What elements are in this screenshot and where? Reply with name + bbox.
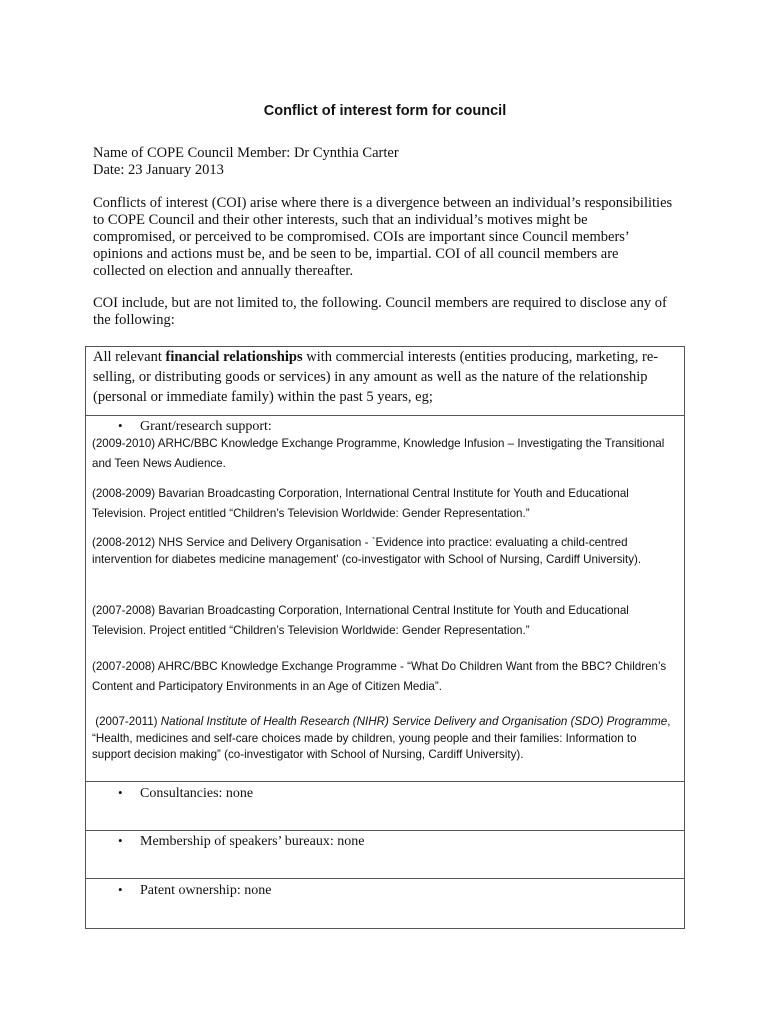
intro-suffix: with commercial interests (entities producing, marketing, re-selling, or distributing goods or services) in any amount as well as the nature of the relationship (personal or immediate family) within the past 5 years, eg; (93, 349, 659, 405)
coi-table (85, 346, 685, 929)
bullet-icon: • (118, 882, 123, 897)
grant-entry: (2009-2010) ARHC/BBC Knowledge Exchange Programme, Knowledge Infusion – Investigating the Transitional and Teen News Audience. (92, 437, 665, 470)
grants-heading: Grant/research support: (140, 419, 272, 434)
table-row-grants (86, 416, 684, 781)
grant-entry-italic: National Institute of Health Research (NIHR) Service Delivery and Organisation (SDO) Programme (160, 715, 668, 728)
coi-disclosure-paragraph: COI include, but are not limited to, the following. Council members are required to disclose any of the following: (93, 295, 667, 328)
coi-definition-paragraph: Conflicts of interest (COI) arise where there is a divergence between an individual’s responsibilities to COPE Council and their other interests, such that an individual’s motives might be compromised, or perceived to be compromised. COIs are important since Council members’ opinions and actions must be, and be seen to be, impartial. COI of all council members are collected on election and annually thereafter. (93, 195, 673, 279)
patent-ownership-text: Patent ownership: none (140, 883, 272, 898)
member-name-line: Name of COPE Council Member: Dr Cynthia Carter (93, 145, 399, 161)
date-line: Date: 23 January 2013 (93, 161, 224, 178)
page-title: Conflict of interest form for council (263, 103, 507, 119)
member-info (93, 145, 399, 178)
grant-entry (92, 714, 672, 764)
speakers-bureaux-text: Membership of speakers’ bureaux: none (140, 834, 365, 849)
grant-entry: (2008-2009) Bavarian Broadcasting Corporation, International Central Institute for Youth and Educational Television. Project entitled “Children’s Television Worldwide: Gender Representation.” (92, 487, 629, 520)
table-row-financial-relationships (86, 347, 684, 416)
grant-entry: (2007-2008) AHRC/BBC Knowledge Exchange Programme - “What Do Children Want from the BBC? Children’s Content and Participatory Environments in an Age of Citizen Media”. (92, 660, 667, 693)
table-row-speakers-bureaux (86, 830, 684, 879)
bullet-icon: • (118, 833, 123, 848)
bullet-icon: • (118, 785, 123, 800)
intro-prefix: All relevant (93, 349, 166, 365)
grant-entry-prefix: (2007-2011) (95, 715, 161, 728)
bullet-icon: • (118, 418, 123, 433)
consultancies-text: Consultancies: none (140, 786, 254, 801)
intro-bold: financial relationships (165, 349, 303, 365)
grant-entry: (2008-2012) NHS Service and Delivery Organisation - `Evidence into practice: evaluating a child-centred intervention for diabetes medicine management' (co-investigator with School of Nursing, Cardiff University). (92, 536, 642, 566)
financial-relationships-text (93, 347, 678, 407)
grant-entry: (2007-2008) Bavarian Broadcasting Corporation, International Central Institute for Youth and Educational Television. Project entitled “Children’s Television Worldwide: Gender Representation.” (92, 604, 629, 637)
table-row-consultancies (86, 781, 684, 831)
grant-entry-suffix: , “Health, medicines and self-care choices made by children, young people and their families: Information to support decision making” (co-investigator with School of Nursing, Cardiff University). (92, 715, 671, 761)
table-row-patent-ownership (86, 879, 684, 927)
